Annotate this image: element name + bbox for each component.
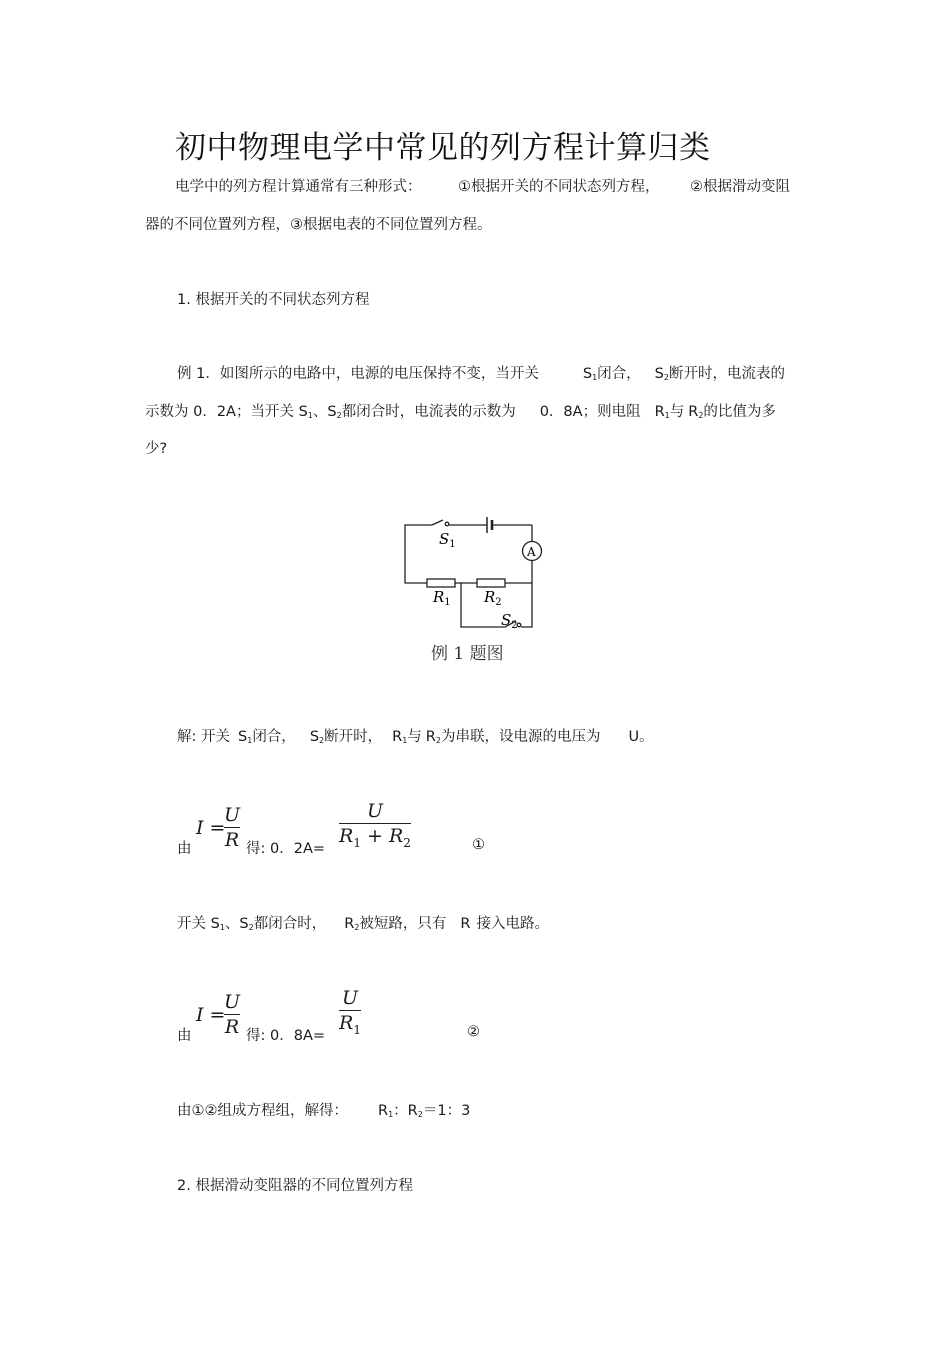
solution-l2-d: 被短路，只有: [359, 916, 447, 932]
eq2-frac-num: U: [224, 991, 241, 1013]
solution-l2-r2: R: [344, 916, 355, 932]
solution-l1-u: U。: [628, 729, 654, 745]
example1-l2-s2-sub: 2: [336, 411, 342, 420]
example1-line1: [177, 362, 785, 383]
resistor-r1: [427, 579, 455, 587]
solution-l3-r2-sub: 2: [417, 1110, 423, 1119]
example1-l1-s1-sub: 1: [592, 373, 598, 382]
resistor-r2: [477, 579, 505, 587]
section-heading-1: 1. 根据开关的不同状态列方程: [177, 292, 370, 308]
eq2-marker: ②: [467, 1024, 480, 1040]
solution-l2-r: R: [460, 916, 471, 932]
solution-l1-r1-sub: 1: [402, 736, 408, 745]
eq2-ohm-fraction: [224, 991, 240, 1038]
eq1-marker: ①: [472, 837, 485, 853]
eq1-frac-den: R: [224, 829, 240, 851]
switch-s1-blade: [432, 520, 443, 525]
eq1-frac-num: U: [224, 804, 241, 826]
example1-l1-a: 例 1．如图所示的电路中，电源的电压保持不变，当开关: [177, 366, 539, 382]
solution-l1-b: 闭合，: [252, 729, 296, 745]
eq1-de: 得: 0．2A=: [246, 841, 326, 857]
label-r1: $R_1$: [433, 588, 451, 608]
circuit-diagram: [395, 505, 565, 675]
example1-l2-d: 0．8A；则电阻: [539, 404, 641, 420]
solution-l1-a: 解: 开关: [177, 729, 230, 745]
section-heading-2: 2. 根据滑动变阻器的不同位置列方程: [177, 1178, 413, 1194]
solution-l3-r1-sub: 1: [388, 1110, 394, 1119]
intro-line1-b: ①根据开关的不同状态列方程，: [458, 179, 660, 195]
figure-caption: 例 1 题图: [431, 644, 504, 664]
solution-line3: [177, 1099, 470, 1120]
solution-l3-a: 由①②组成方程组，解得：: [177, 1103, 348, 1119]
eq2-rhs-fraction: [339, 987, 361, 1041]
label-ammeter: A: [527, 545, 536, 559]
solution-l1-r1: R: [392, 729, 403, 745]
example1-l2-r1: R: [654, 404, 665, 420]
eq1-rhs-bar: [339, 823, 411, 824]
example1-l2-r2: R: [688, 404, 699, 420]
circuit-wires: [405, 517, 542, 627]
eq1-rhs-fraction: [339, 800, 411, 854]
page-title: 初中物理电学中常见的列方程计算归类: [175, 130, 711, 166]
solution-l1-r2: R: [425, 729, 436, 745]
eq1-rhs-num: U: [366, 800, 383, 822]
example1-l2-r1-sub: 1: [664, 411, 670, 420]
example1-line2: [145, 400, 776, 421]
solution-l1-r2-sub: 2: [435, 736, 441, 745]
example1-l1-b: 闭合，: [597, 366, 641, 382]
example1-line3: 少?: [145, 441, 168, 457]
example1-l1-s2: S: [654, 366, 664, 382]
solution-l3-b: ：R: [393, 1103, 418, 1119]
example1-l2-c: 都闭合时，电流表的示数为: [341, 404, 516, 420]
solution-l1-s2-sub: 2: [319, 736, 325, 745]
label-s1: $S_1$: [439, 530, 456, 550]
example1-l2-s1-sub: 1: [307, 411, 313, 420]
eq1-you: 由: [177, 841, 192, 857]
solution-line1: [177, 725, 654, 746]
switch-s1-contact: [445, 522, 449, 526]
example1-l2-e: 与: [669, 404, 685, 420]
example1-l2-b: 、S: [312, 404, 337, 420]
eq1-ohm-fraction: [224, 804, 240, 851]
solution-l2-s2-sub: 2: [248, 923, 254, 932]
solution-l3-r1: R: [378, 1103, 389, 1119]
eq2-frac-bar: [224, 1014, 240, 1015]
intro-line1-a: 电学中的列方程计算通常有三种形式：: [175, 179, 422, 195]
solution-l2-a: 开关 S: [177, 916, 220, 932]
example1-l1-s2-sub: 2: [663, 373, 669, 382]
eq2-de: 得: 0．8A=: [246, 1028, 326, 1044]
solution-l1-s1-sub: 1: [247, 736, 253, 745]
eq1-rhs-den: $R_1 + R_2$: [339, 825, 411, 850]
solution-l1-s1: S: [238, 729, 248, 745]
label-s2: $S_2$: [501, 611, 518, 631]
eq1-i-equals: I =: [196, 817, 226, 839]
eq1-frac-bar: [224, 827, 240, 828]
solution-l3-c: ＝1：3: [422, 1103, 471, 1119]
solution-line2: [177, 912, 549, 933]
eq2-rhs-den: $R_1$: [339, 1012, 361, 1037]
intro-line2: 器的不同位置列方程，③根据电表的不同位置列方程。: [145, 217, 492, 233]
solution-l1-d: 与: [407, 729, 422, 745]
solution-l2-c: 都闭合时，: [253, 916, 327, 932]
solution-l1-c: 断开时，: [324, 729, 383, 745]
eq2-i-equals: I =: [196, 1004, 226, 1026]
solution-l2-b: 、S: [224, 916, 249, 932]
example1-l1-c: 断开时，电流表的: [668, 366, 785, 382]
eq2-you: 由: [177, 1028, 192, 1044]
switch-s2-contact: [517, 623, 521, 627]
solution-l2-r2-sub: 2: [354, 923, 360, 932]
solution-l2-e: 接入电路。: [476, 916, 549, 932]
intro-line1-c: ②根据滑动变阻: [690, 179, 790, 195]
eq2-rhs-num: U: [341, 987, 358, 1009]
example1-l2-f: 的比值为多: [703, 404, 776, 420]
eq2-rhs-bar: [339, 1010, 361, 1011]
solution-l1-e: 为串联，设电源的电压为: [440, 729, 601, 745]
example1-l2-a: 示数为 0．2A；当开关 S: [145, 404, 308, 420]
solution-l1-s2: S: [309, 729, 320, 745]
solution-l2-s1-sub: 1: [219, 923, 225, 932]
eq2-frac-den: R: [224, 1016, 240, 1038]
example1-l1-s1: S: [582, 366, 593, 382]
label-r2: $R_2$: [484, 588, 502, 608]
example1-l2-r2-sub: 2: [698, 411, 704, 420]
